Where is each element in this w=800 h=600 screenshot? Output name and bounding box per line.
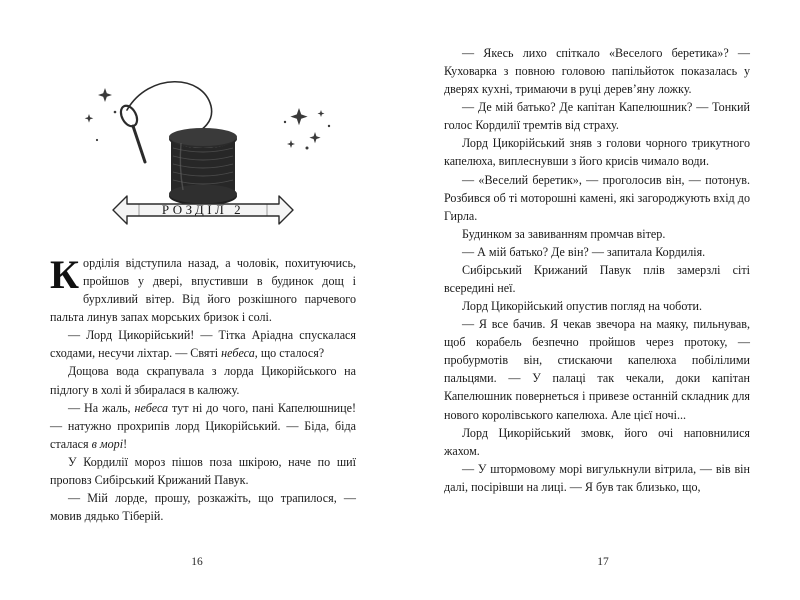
paragraph-dropcap [50,254,356,326]
paragraph: — Лорд Цикорійський! — Тітка Аріадна спускалася сходами, несучи ліхтар. — Святі небеса, що сталося? [50,328,356,361]
spool-illustration-svg [53,44,353,242]
drop-cap: К [50,252,80,297]
italic-phrase: небеса [221,346,255,361]
paragraph: — Мій лорде, прошу, розкажіть, що трапилося, — мовив дядько Тіберій. [50,491,356,524]
italic-phrase: в морі [91,436,124,451]
paragraph: Лорд Цикорійський опустив погляд на чоботи. [462,299,703,314]
paragraph: — Якесь лихо спіткало «Веселого беретика»? — Куховарка з повною головою папільйоток показалась у дверях кухні, тримаючи в руці дерев’яну ложку. [444,46,750,97]
chapter-label: РОЗДІЛ 2 [161,202,245,217]
paragraph-text: орділія відступила назад, а чоловік, похитуючись, пройшов у двері, впустивши в будинок дощ і бурхливий вітер. Від його розкішного парчевого пальта линув запах морських бризок і солі. [50,256,356,325]
page-right [400,0,800,600]
italic-phrase: небеса [134,400,169,415]
page-number-left: 16 [191,556,203,568]
paragraph: Сибірський Крижаний Павук плів замерзлі сіті всередині неї. [444,262,750,296]
sparkle-icon [284,108,330,150]
paragraph: Лорд Цикорійський зняв з голови чорного трикутного капелюха, виплеснувши з його крисів чимало води. [444,136,750,169]
paragraph: — А мій батько? Де він? — запитала Кордилія. [462,244,706,259]
paragraph: — Я все бачив. Я чекав звечора на маяку, пильнував, щоб корабель безпечно пройшов через протоку, — пробурмотів він, стискаючи капелюха побілілими пальцями. — У палаці так чекали, доки капітан Капелюшник повернеться і привезе останній складник для нового королівського капелюха. Але цієї ночі... [444,317,750,422]
thread-spool [169,128,237,206]
paragraph: — У штормовому морі вигулькнули вітрила, — вів він далі, посірівши на лиці. — Я був так близько, що, [444,461,750,494]
right-page-text [444,44,750,496]
paragraph: — На жаль, небеса тут ні до чого, пані Капелюшнице! — натужно прохрипів лорд Цикорійський. — Біда, біда сталася в морі! [50,400,357,451]
left-page-text [50,254,356,525]
paragraph: У Кордилії мороз пішов поза шкірою, наче по шиї проповз Сибірський Крижаний Павук. [50,454,356,487]
page-number-right: 17 [597,556,609,568]
chapter-illustration [53,44,353,242]
paragraph: Будинком за завиванням промчав вітер. [462,226,666,241]
paragraph: — Де мій батько? Де капітан Капелюшник? — Тонкий голос Кордилії тремтів від страху. [444,100,750,133]
paragraph: Дощова вода скрапувала з лорда Цикорійського на підлогу в холі й збиралася в калюжу. [50,364,356,397]
paragraph: — «Веселий беретик», — проголосив він, — потонув. Розбився об ті моторошні камені, які загороджують вхід до Гирла. [444,172,750,223]
paragraph: Лорд Цикорійський змовк, його очі наповнилися жахом. [444,425,750,458]
sparkle-icon-left [85,88,117,141]
